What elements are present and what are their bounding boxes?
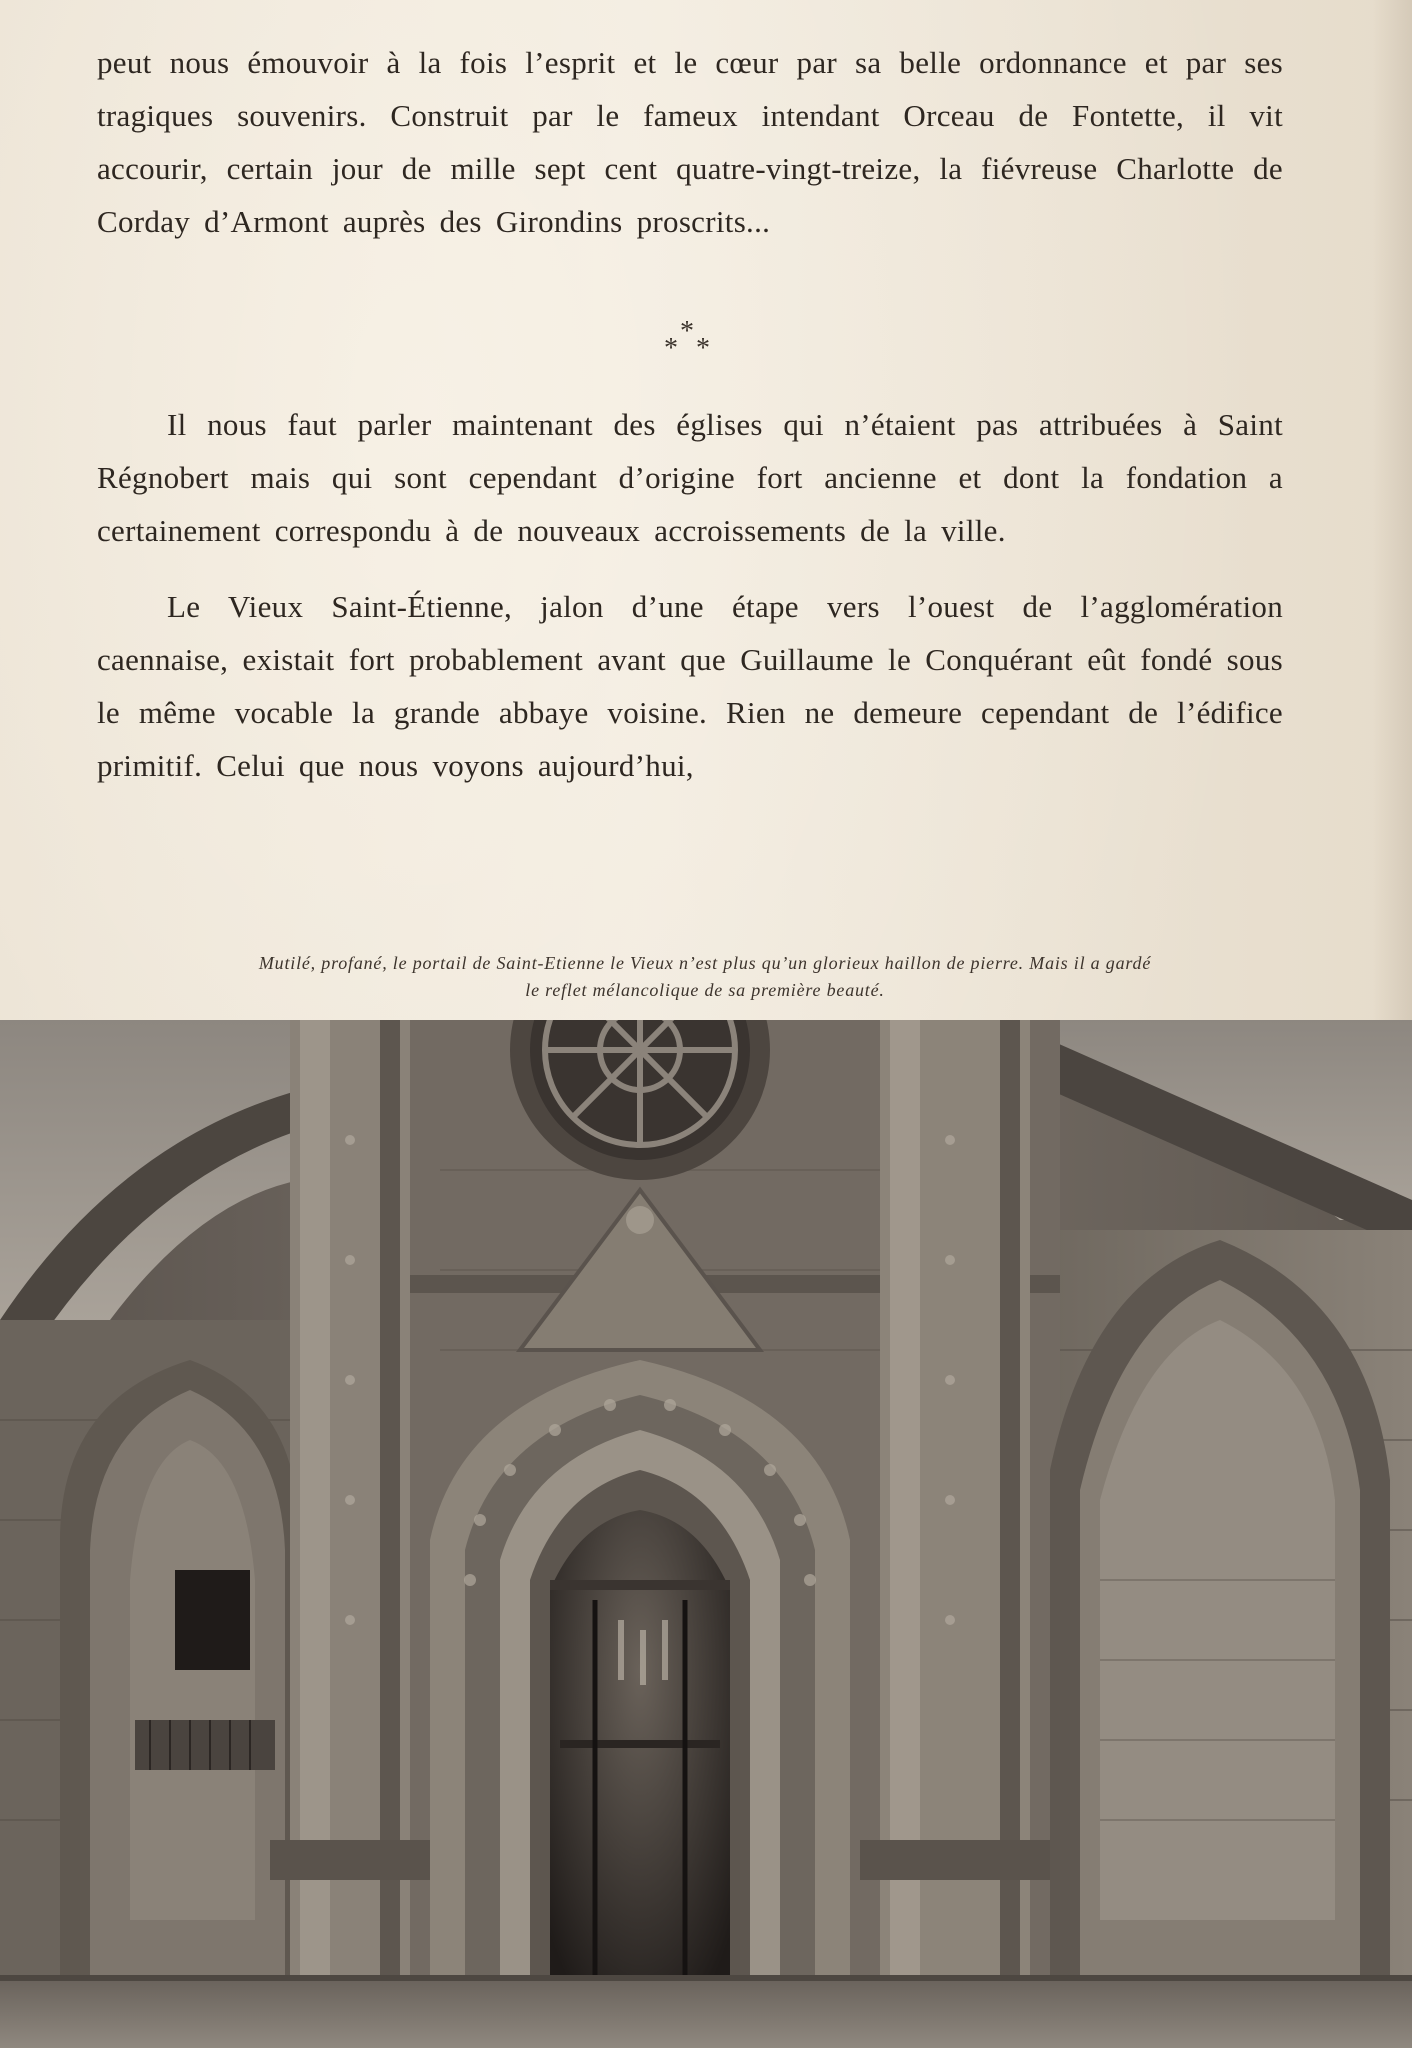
portal-doorway (550, 1510, 730, 2048)
paragraph-2: Il nous faut parler maintenant des églises qui n’étaient pas attribuées à Saint Régnobert mais qui sont cependant d’origine fort ancienne et dont la fondation a certainement correspondu à de nouveaux accroissements de la ville. (97, 407, 1283, 548)
photo-caption (120, 950, 1290, 1004)
paragraph-1: peut nous émouvoir à la fois l’esprit et le cœur par sa belle ordonnance et par ses tragiques souvenirs. Construit par le fameux intendant Orceau de Fontette, il vit accourir, certain jour de mille sept cent quatre-vingt-treize, la fiévreuse Charlotte de Corday d’Armont auprès des Girondins proscrits... (97, 45, 1283, 239)
left-arch-window (60, 1360, 300, 2048)
asterism (660, 318, 720, 368)
asterism-star-top: * (680, 316, 695, 347)
body-text (97, 36, 1283, 792)
paragraph-3: Le Vieux Saint-Étienne, jalon d’une étape vers l’ouest de l’agglomération caennaise, existait fort probablement avant que Guillaume le Conquérant eût fondé sous le même vocable la grande abbaye voisine. Rien ne demeure cependant de l’édifice primitif. Celui que nous voyons aujourd’hui, (97, 589, 1283, 783)
left-buttress (270, 1020, 430, 2048)
ground (0, 1980, 1412, 2048)
asterism-star-left: * (664, 333, 679, 364)
page-edge-shadow (1372, 0, 1412, 1020)
asterism-star-right: * (696, 333, 711, 364)
caption-line-2: le reflet mélancolique de sa première beauté. (525, 980, 885, 1000)
right-arch-window (1050, 1240, 1390, 2048)
right-buttress (860, 1020, 1050, 2048)
church-portal-photo (0, 1020, 1412, 2048)
caption-line-1: Mutilé, profané, le portail de Saint-Etienne le Vieux n’est plus qu’un glorieux haillon de pierre. Mais il a gardé (258, 953, 1152, 973)
portal-illustration (0, 1020, 1412, 2048)
portal (430, 1360, 850, 2048)
